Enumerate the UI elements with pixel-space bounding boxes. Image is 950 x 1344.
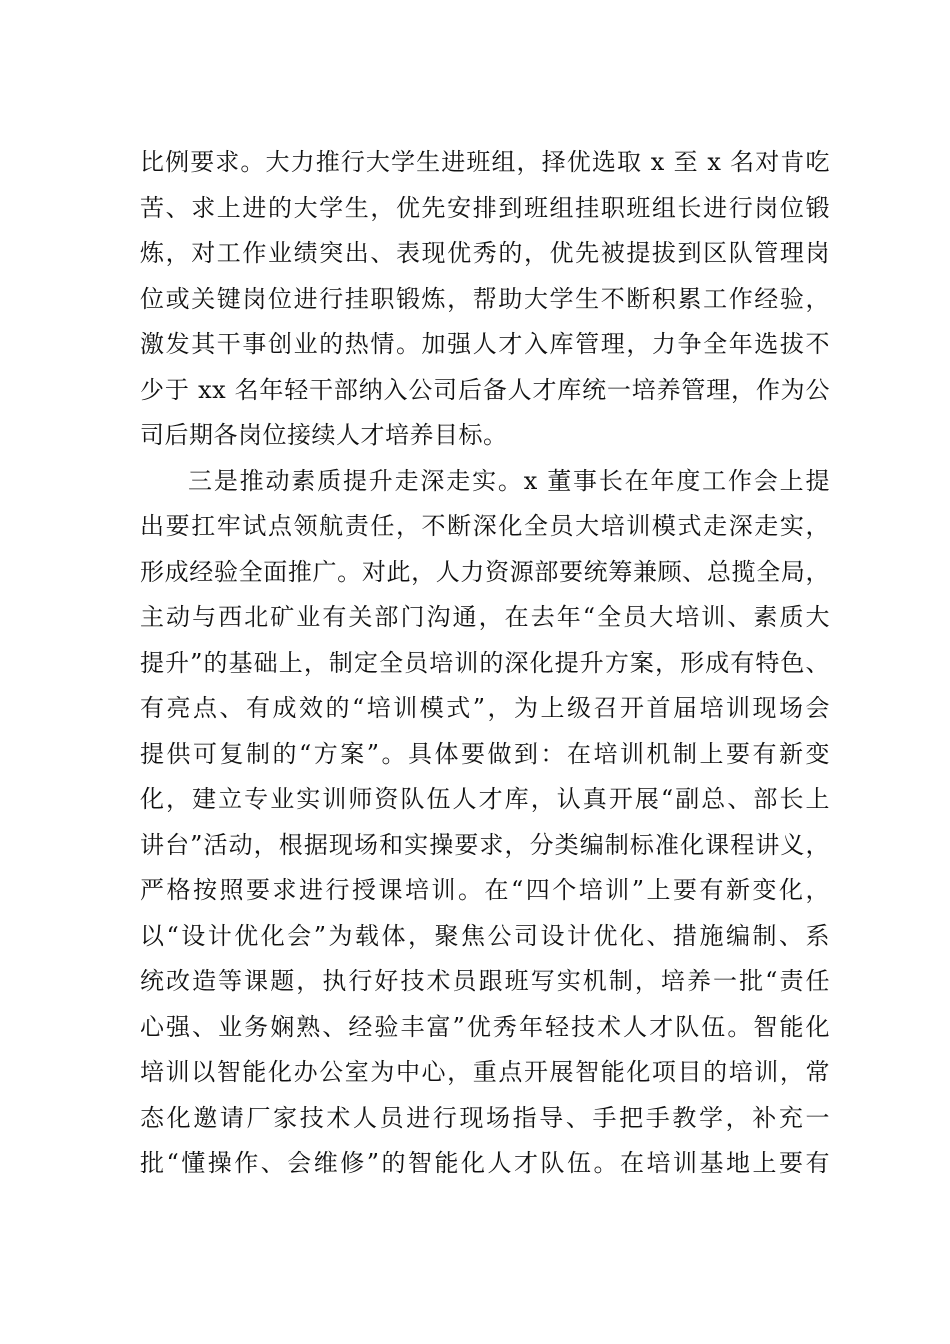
text-line: 比例要求。大力推行大学生进班组，择优选取 x 至 x 名对肯吃: [140, 148, 830, 176]
text-line: 提供可复制的“方案”。具体要做到：在培训机制上要有新变: [140, 739, 830, 768]
paragraph-2: [140, 459, 830, 1187]
text-line: 提升”的基础上，制定全员培训的深化提升方案，形成有特色、: [140, 648, 830, 677]
text-line: 主动与西北矿业有关部门沟通，在去年“全员大培训、素质大: [140, 603, 830, 631]
paragraph-1: [140, 140, 830, 459]
text-line: 培训以智能化办公室为中心，重点开展智能化项目的培训，常: [140, 1058, 830, 1086]
text-line: 有亮点、有成效的“培训模式”，为上级召开首届培训现场会: [140, 694, 830, 722]
text-line: 化，建立专业实训师资队伍人才库，认真开展“副总、部长上: [140, 785, 830, 813]
text-line: 批“懂操作、会维修”的智能化人才队伍。在培训基地上要有: [140, 1149, 830, 1177]
text-line: 讲台”活动，根据现场和实操要求，分类编制标准化课程讲义，: [140, 830, 830, 859]
text-line: 激发其干事创业的热情。加强人才入库管理，力争全年选拔不: [140, 330, 830, 358]
body-text: [140, 140, 830, 1187]
text-line: 形成经验全面推广。对此，人力资源部要统筹兼顾、总揽全局，: [140, 557, 830, 586]
text-line: 位或关键岗位进行挂职锻炼，帮助大学生不断积累工作经验，: [140, 284, 830, 313]
text-line: 苦、求上进的大学生，优先安排到班组挂职班组长进行岗位锻: [140, 193, 830, 222]
text-line: 司后期各岗位接续人才培养目标。: [140, 421, 508, 449]
text-line: 炼，对工作业绩突出、表现优秀的，优先被提拔到区队管理岗: [140, 239, 830, 267]
text-line: 心强、业务娴熟、经验丰富”优秀年轻技术人才队伍。智能化: [140, 1012, 830, 1041]
paragraph-heading-line: 三是推动素质提升走深走实。x 董事长在年度工作会上提: [188, 466, 830, 495]
text-line: 统改造等课题，执行好技术员跟班写实机制，培养一批“责任: [140, 967, 830, 995]
text-line: 严格按照要求进行授课培训。在“四个培训”上要有新变化，: [140, 876, 830, 904]
text-line: 出要扛牢试点领航责任，不断深化全员大培训模式走深走实，: [140, 512, 830, 540]
text-line: 少于 xx 名年轻干部纳入公司后备人才库统一培养管理，作为公: [140, 375, 830, 404]
text-line: 以“设计优化会”为载体，聚焦公司设计优化、措施编制、系: [140, 921, 830, 950]
text-line: 态化邀请厂家技术人员进行现场指导、手把手教学，补充一: [140, 1103, 830, 1132]
